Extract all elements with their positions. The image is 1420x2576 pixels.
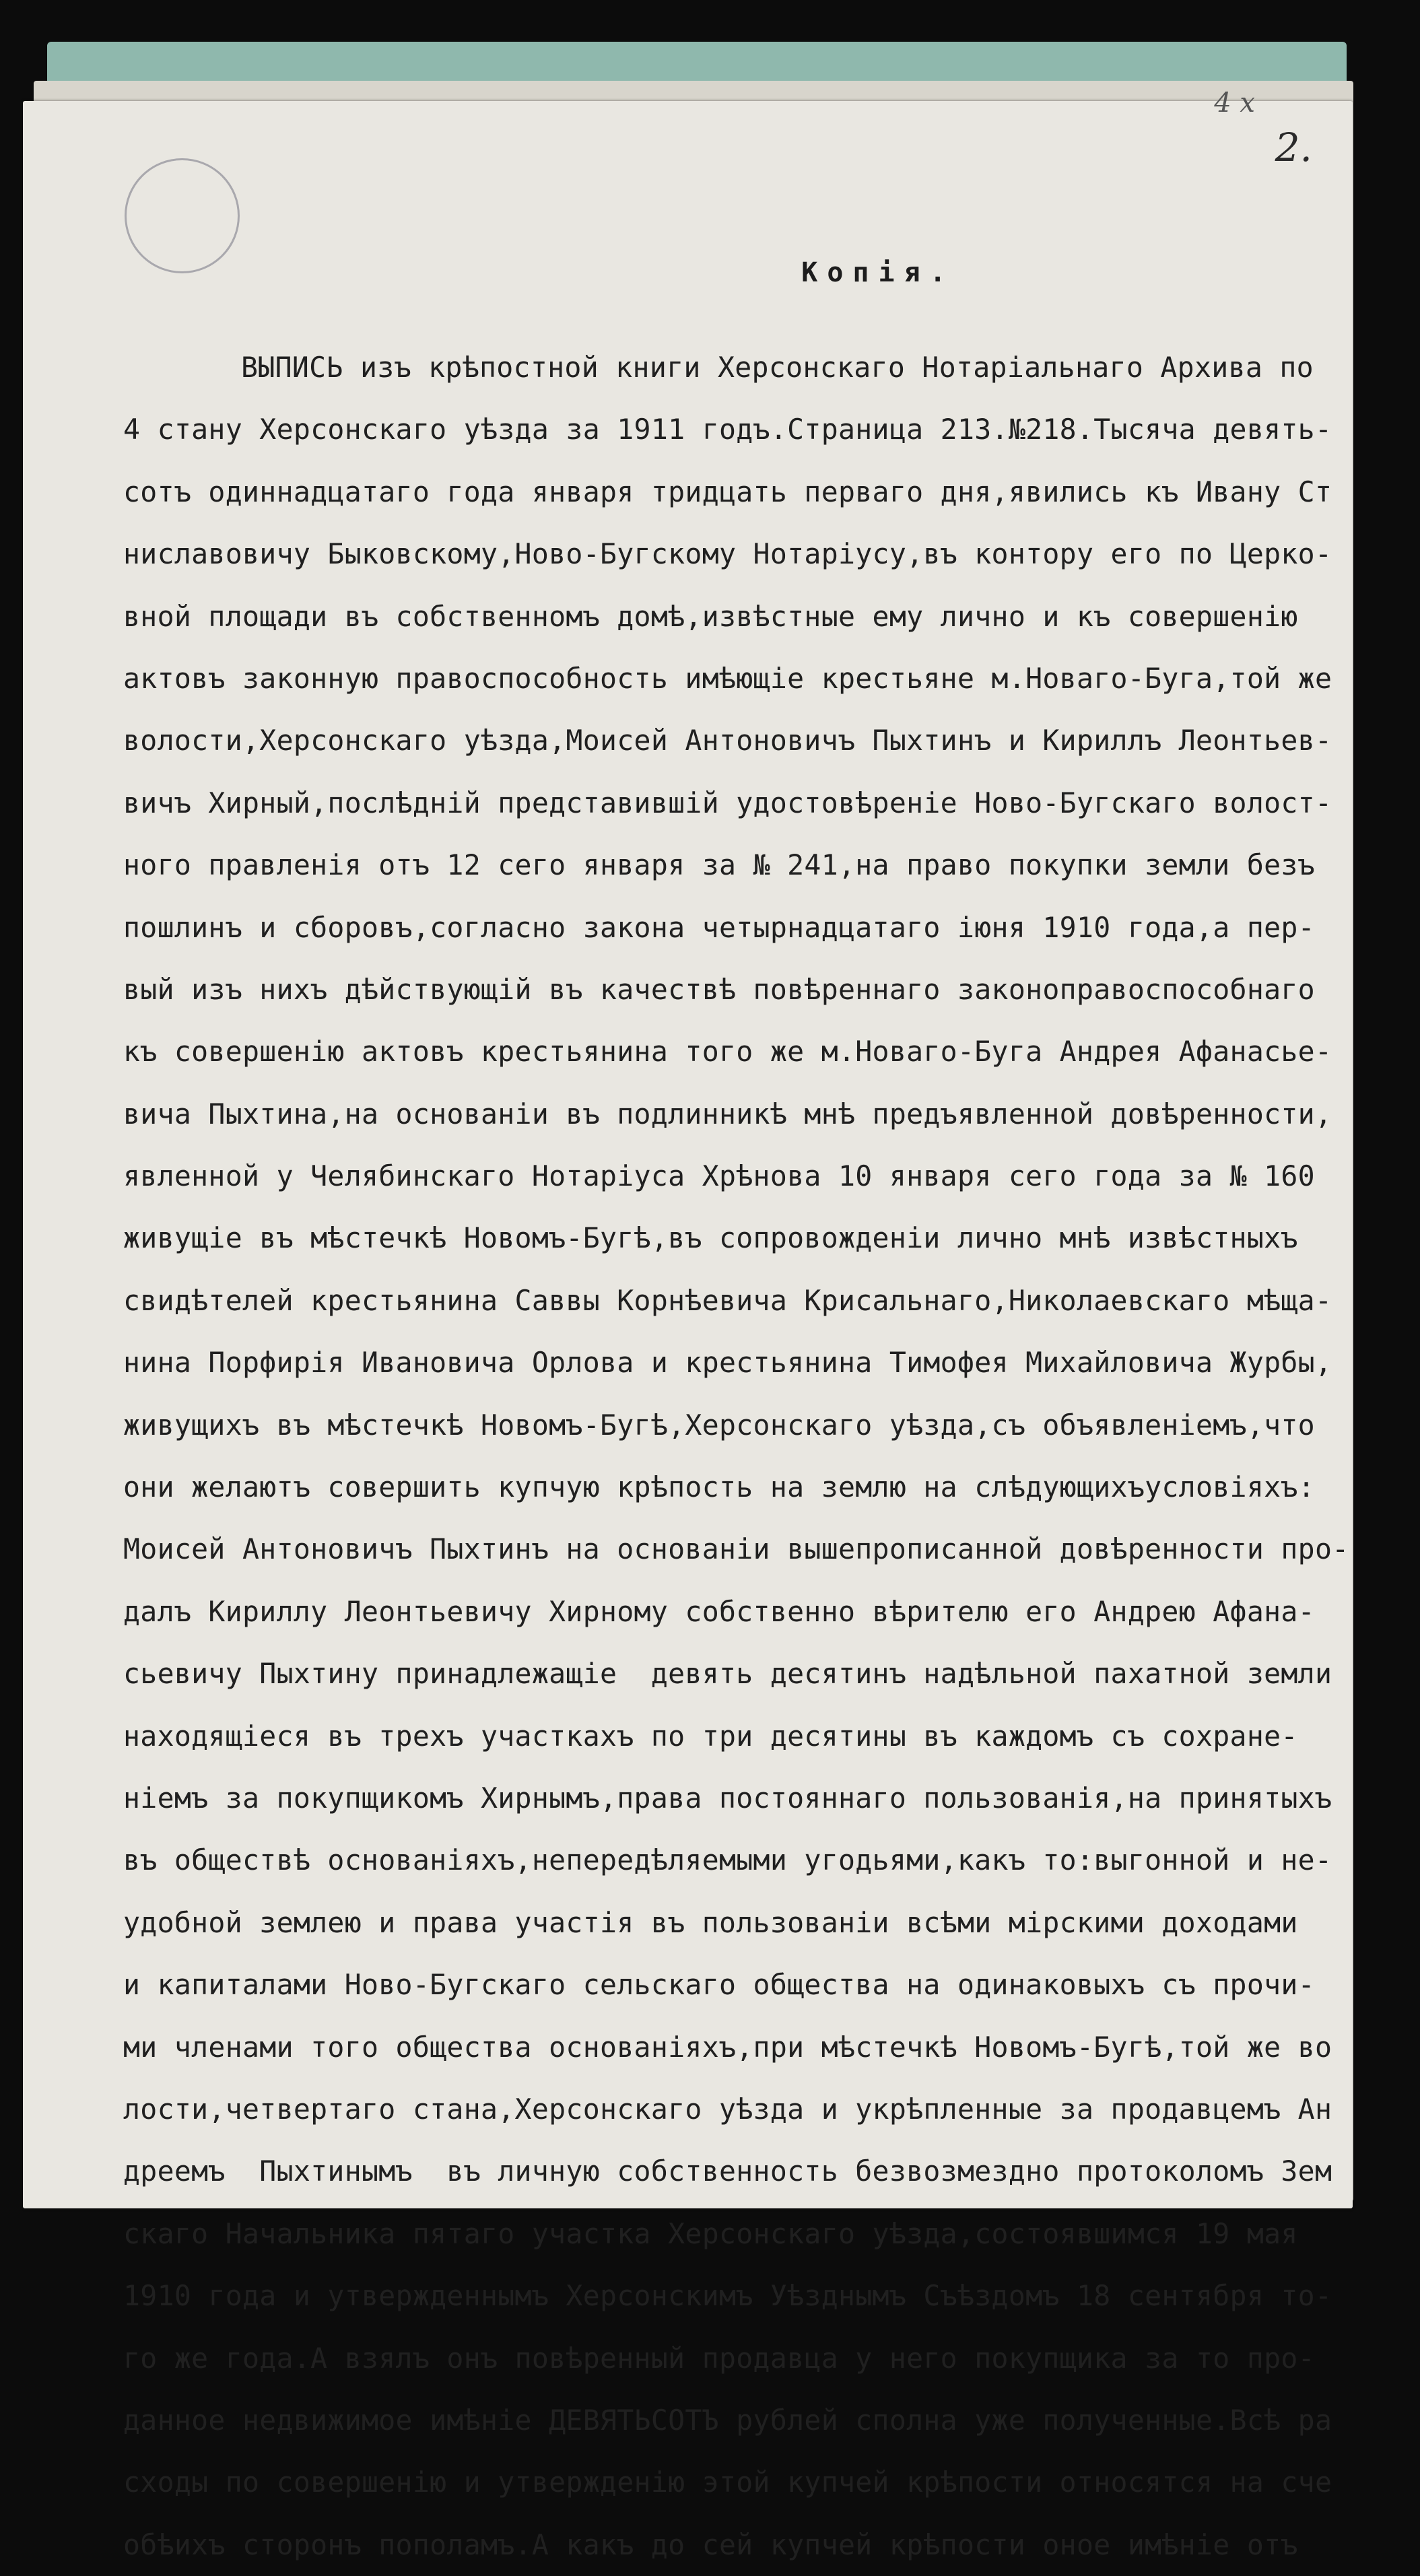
text-line: и капиталами Ново-Бугскаго сельскаго общества на одинаковыхъ съ прочи- [123,1968,1315,2002]
text-line: удобной землею и права участія въ пользованіи всѣми мірскими доходами [123,1905,1298,1939]
text-line: 1910 года и утвержденнымъ Херсонскимъ Уѣзднымъ Съѣздомъ 18 сентября то- [123,2279,1332,2313]
text-line: далъ Кириллу Леонтьевичу Хирному собственно вѣрителю его Андрею Афана- [123,1594,1315,1628]
text-line: лости,четвертаго стана,Херсонскаго уѣзда и укрѣпленные за продавцемъ Ан [123,2092,1332,2126]
text-line: данное недвижимое имѣніе ДЕВЯТЬСОТЪ рублей сполна уже полученные.Всѣ ра [123,2403,1332,2437]
text-line: живущіе въ мѣстечкѣ Новомъ-Бугѣ,въ сопровожденіи лично мнѣ извѣстныхъ [123,1221,1298,1255]
old-folio-number: 4 x [1214,88,1255,118]
document-title: Копія. [801,257,955,288]
text-line: къ совершенію актовъ крестьянина того же м.Новаго-Буга Андрея Афанасье- [123,1035,1332,1069]
archive-stamp [125,158,240,273]
text-line: находящіеся въ трехъ участкахъ по три десятины въ каждомъ съ сохране- [123,1719,1298,1753]
text-line: нина Порфирія Ивановича Орлова и крестьянина Тимофея Михайловича Журбы, [123,1346,1332,1380]
text-line: вый изъ нихъ дѣйствующій въ качествѣ повѣреннаго законоправоспособнаго [123,972,1315,1006]
text-line: вной площади въ собственномъ домѣ,извѣстные ему лично и къ совершенію [123,599,1298,633]
text-line: въ обществѣ основаніяхъ,непередѣляемыми угодьями,какъ то:выгонной и не- [123,1843,1332,1877]
text-line: волости,Херсонскаго уѣзда,Моисей Антоновичъ Пыхтинъ и Кириллъ Леонтьев- [123,724,1332,757]
text-line: вича Пыхтина,на основаніи въ подлинникѣ мнѣ предъявленной довѣренности, [123,1097,1332,1130]
text-line: го же года.А взялъ онъ повѣренный продавца у него покупщика за то про- [123,2341,1315,2375]
text-line: 4 стану Херсонскаго уѣзда за 1911 годъ.Страница 213.№218.Тысяча девять- [123,413,1332,446]
text-line: ніемъ за покупщикомъ Хирнымъ,права постояннаго пользованія,на принятыхъ [123,1781,1332,1815]
folio-number: 2. [1275,125,1312,170]
text-line: вичъ Хирный,послѣдній представившій удостовѣреніе Ново-Бугскаго волост- [123,786,1332,819]
document-body [123,337,1349,2576]
text-line: явленной у Челябинскаго Нотаріуса Хрѣнова 10 января сего года за № 160 [123,1159,1315,1193]
text-line: скаго Начальника пятаго участка Херсонскаго уѣзда,состоявшимся 19 мая [123,2216,1298,2250]
text-line: живущихъ въ мѣстечкѣ Новомъ-Бугѣ,Херсонскаго уѣзда,съ объявленіемъ,что [123,1408,1315,1442]
text-line: они желаютъ совершить купчую крѣпость на землю на слѣдующихъусловіяхъ: [123,1470,1315,1504]
text-line: обѣихъ сторонъ пополамъ.А какъ до сей купчей крѣпости оное имѣніе отъ [123,2528,1298,2561]
text-line: сходы по совершенію и утвержденію этой купчей крѣпости относятся на сче [123,2466,1332,2499]
text-line: актовъ законную правоспособность имѣющіе крестьяне м.Новаго-Буга,той же [123,661,1332,695]
text-line: ного правленія отъ 12 сего января за № 241,на право покупки земли безъ [123,848,1315,882]
text-line: пошлинъ и сборовъ,согласно закона четырнадцатаго іюня 1910 года,а пер- [123,910,1315,944]
text-line: ВЫПИСЬ изъ крѣпостной книги Херсонскаго Нотаріальнаго Архива по [241,351,1314,384]
text-line: ми членами того общества основаніяхъ,при мѣстечкѣ Новомъ-Бугѣ,той же во [123,2030,1332,2064]
text-line: Моисей Антоновичъ Пыхтинъ на основаніи вышепрописанной довѣренности про- [123,1532,1349,1566]
text-line: дреемъ Пыхтинымъ въ личную собственность безвозмездно протоколомъ Зем [123,2155,1332,2188]
text-line: ниславовичу Быковскому,Ново-Бугскому Нотаріусу,въ контору его по Церко- [123,537,1332,571]
text-line: сьевичу Пыхтину принадлежащіе девять десятинъ надѣльной пахатной земли [123,1657,1332,1691]
text-line: свидѣтелей крестьянина Саввы Корнѣевича Крисальнаго,Николаевскаго мѣща- [123,1283,1332,1317]
text-line: сотъ одиннадцатаго года января тридцать перваго дня,явились къ Ивану Ст [123,475,1332,508]
